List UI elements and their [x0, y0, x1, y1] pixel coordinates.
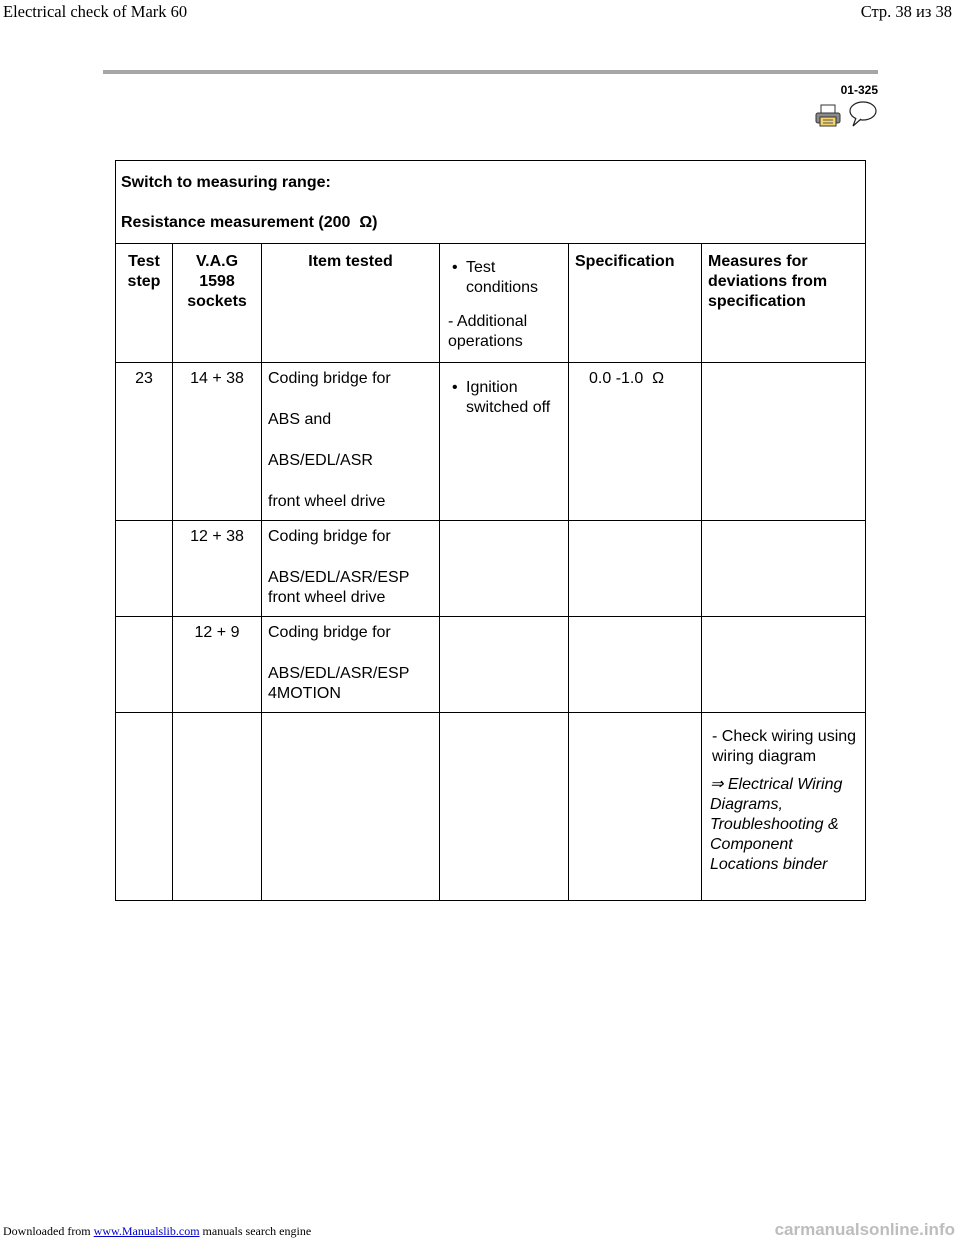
manualslib-link[interactable]: www.Manualslib.com	[93, 1224, 200, 1238]
table-row	[116, 617, 866, 713]
speech-bubble-icon[interactable]	[846, 100, 878, 128]
page-counter: Стр. 38 из 38	[860, 2, 952, 21]
test-table	[115, 160, 866, 901]
header-item-tested: Item tested	[262, 244, 440, 363]
header-row	[116, 244, 866, 363]
row-sockets: 12 + 38	[173, 521, 262, 617]
table-row	[116, 713, 866, 901]
ohm-symbol: Ω	[359, 214, 373, 231]
ohm-symbol: Ω	[652, 370, 665, 387]
check-wiring-text: - Check wiring using wiring diagram	[712, 728, 857, 765]
row-specification: 0.0 -1.0 Ω	[569, 363, 702, 521]
row-sockets: 14 + 38	[173, 363, 262, 521]
header-measures: Measures for deviations from specification	[702, 244, 866, 363]
header-rule	[103, 70, 878, 74]
measuring-range-cell	[116, 161, 866, 244]
row-sockets: 12 + 9	[173, 617, 262, 713]
header-test-step: Test step	[116, 244, 173, 363]
wiring-diagram-reference[interactable]: ⇒ Electrical Wiring Diagrams, Troubleshooting & Component Locations binder	[710, 776, 843, 873]
row-item-tested: Coding bridge for ABS/EDL/ASR/ESP front wheel drive	[262, 521, 440, 617]
header-specification: Specification	[569, 244, 702, 363]
header-test-conditions: • Test conditions - Additional operations	[440, 244, 569, 363]
page-code: 01-325	[840, 83, 878, 97]
table-row	[116, 363, 866, 521]
row-item-tested: Coding bridge for ABS and ABS/EDL/ASR front wheel drive	[262, 363, 440, 521]
watermark: carmanualsonline.info	[774, 1220, 955, 1239]
header-vag-sockets: V.A.G 1598 sockets	[173, 244, 262, 363]
document-title: Electrical check of Mark 60	[3, 2, 188, 21]
arrow-icon: ⇒	[710, 776, 724, 793]
table-row	[116, 521, 866, 617]
row-item-tested: Coding bridge for ABS/EDL/ASR/ESP 4MOTION	[262, 617, 440, 713]
download-source: Downloaded from www.Manualslib.com manuals search engine	[3, 1224, 312, 1238]
range-line-1: Switch to measuring range:	[121, 174, 331, 191]
row-condition: • Ignition switched off	[440, 363, 569, 521]
row-measures	[702, 363, 866, 521]
printer-icon[interactable]	[815, 104, 841, 128]
range-line-2: Resistance measurement (200 Ω)	[121, 214, 378, 231]
row-test-step: 23	[116, 363, 173, 521]
row-measures	[702, 713, 866, 901]
